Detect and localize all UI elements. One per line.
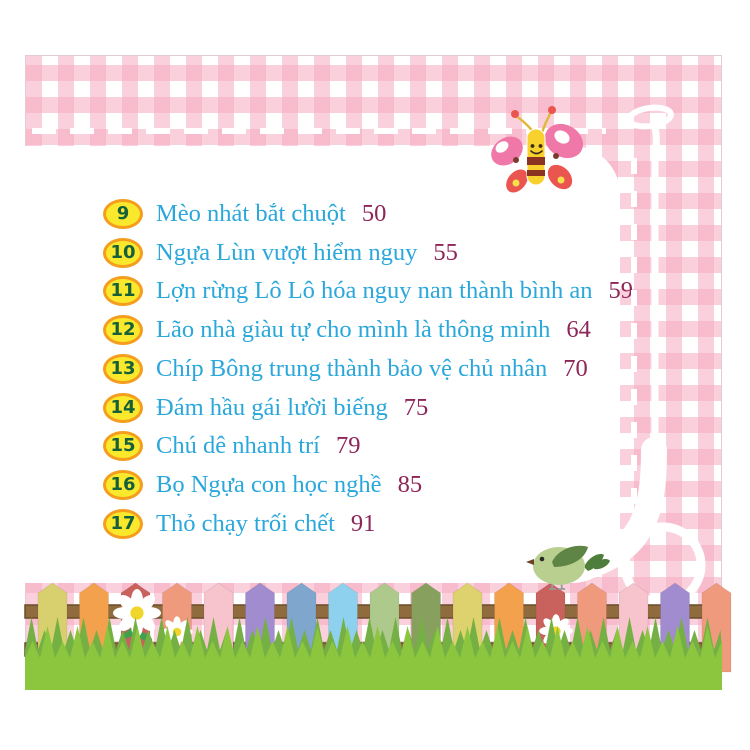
chapter-number-badge: 10 xyxy=(103,238,143,268)
chapter-page-number: 70 xyxy=(563,354,588,382)
chapter-title: Bọ Ngựa con học nghề xyxy=(156,470,382,498)
chapter-number-badge: 13 xyxy=(103,354,143,384)
toc-row xyxy=(103,508,375,540)
chapter-page-number: 55 xyxy=(433,238,458,266)
chapter-number-badge: 16 xyxy=(103,470,143,500)
chapter-title: Mèo nhát bắt chuột xyxy=(156,200,346,227)
chapter-page-number: 75 xyxy=(403,393,429,421)
chapter-title: Chíp Bông trung thành bảo vệ chủ nhân xyxy=(156,354,548,382)
chapter-page-number: 59 xyxy=(608,277,634,305)
chapter-title: Lợn rừng Lô Lô hóa nguy nan thành bình an xyxy=(156,277,593,305)
toc-row xyxy=(103,392,428,424)
toc-row xyxy=(103,353,588,385)
chapter-title: Chú dê nhanh trí xyxy=(156,432,320,460)
chapter-page-number: 64 xyxy=(566,316,591,344)
toc-row xyxy=(103,198,386,230)
toc-row xyxy=(103,430,361,462)
chapter-number-badge: 9 xyxy=(103,199,143,229)
chapter-title: Thỏ chạy trối chết xyxy=(156,509,335,537)
toc-row xyxy=(103,469,422,501)
chapter-number-badge: 15 xyxy=(103,431,143,461)
chapter-number-badge: 17 xyxy=(103,509,143,539)
toc-row xyxy=(103,237,458,269)
chapter-page-number: 91 xyxy=(350,509,376,537)
chapter-title: Ngựa Lùn vượt hiểm nguy xyxy=(156,238,418,266)
chapter-page-number: 85 xyxy=(397,470,423,498)
chapter-page-number: 50 xyxy=(361,200,387,227)
chapter-number-badge: 14 xyxy=(103,393,143,423)
toc-row xyxy=(103,314,591,346)
chapter-title: Đám hầu gái lười biếng xyxy=(156,393,388,421)
chapter-page-number: 79 xyxy=(336,432,361,460)
chapter-number-badge: 11 xyxy=(103,276,143,306)
chapter-title: Lão nhà giàu tự cho mình là thông minh xyxy=(156,316,551,344)
toc-row xyxy=(103,275,633,307)
chapter-number-badge: 12 xyxy=(103,315,143,345)
